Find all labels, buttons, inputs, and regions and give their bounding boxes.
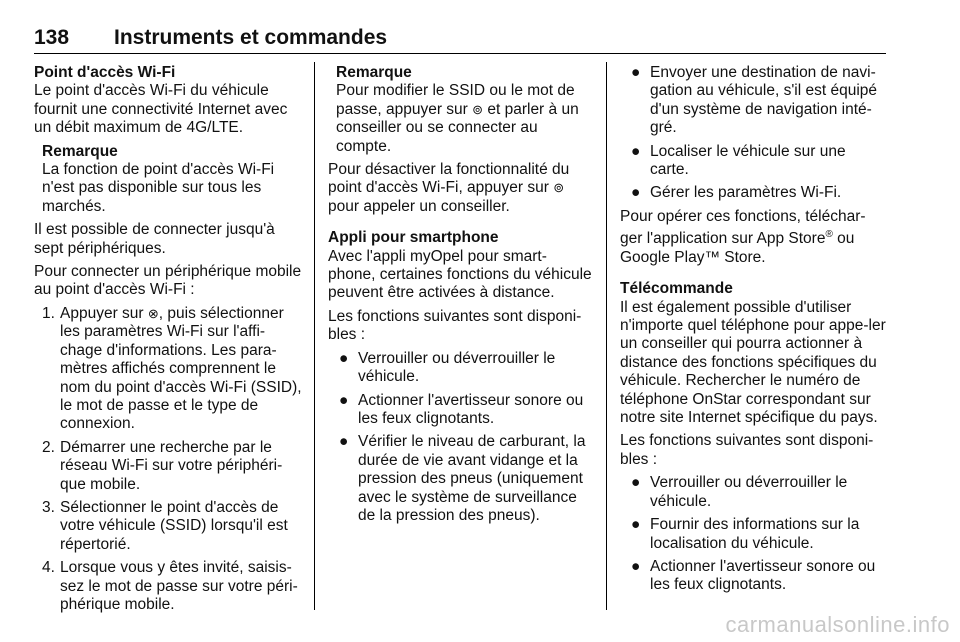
page-header — [34, 26, 886, 52]
section-heading-remote: Télécommande — [620, 280, 733, 298]
note-text: et parler à un conseiller ou se connecter au compte. — [336, 100, 579, 155]
bullet-list — [620, 474, 886, 594]
step-text: Démarrer une recherche par le réseau Wi-Fi sur votre périphéri-que mobile. — [60, 438, 283, 493]
bullet-list — [328, 350, 594, 526]
column-divider-1 — [314, 62, 315, 610]
bullet-icon: ● — [339, 391, 349, 409]
list-item-text: Vérifier le niveau de carburant, la durée de vie avant vidange et la pression des pneus (uniquement avec le système de surveillance de la pression des pneus). — [358, 433, 586, 524]
column-1 — [34, 64, 302, 619]
bullet-list — [620, 64, 886, 203]
list-item — [620, 64, 886, 138]
list-item-text: Verrouiller ou déverrouiller le véhicule. — [358, 349, 556, 386]
list-item-text: Localiser le véhicule sur une carte. — [650, 142, 846, 179]
bullet-icon: ● — [339, 433, 349, 451]
paragraph-text: Pour désactiver la fonctionnalité du point d'accès Wi-Fi, appuyer sur — [328, 161, 570, 197]
step-text: Sélectionner le point d'accès de votre véhicule (SSID) lorsqu'il est répertorié. — [60, 498, 288, 553]
list-item — [620, 558, 886, 595]
paragraph: Les fonctions suivantes sont disponi-bles : — [328, 307, 582, 344]
page-number: 138 — [34, 26, 70, 49]
steps-list — [34, 305, 302, 615]
note-text: Pour modifier le SSID ou le mot de passe, appuyer sur — [336, 82, 575, 118]
list-item — [328, 392, 594, 429]
paragraph — [620, 208, 886, 267]
list-item-text: Envoyer une destination de navi-gation au véhicule, s'il est équipé d'un système de navigation inté-gré. — [650, 64, 877, 137]
step-number: 1. — [42, 304, 55, 322]
settings-icon: ⊗ — [147, 305, 159, 321]
list-item — [620, 516, 886, 553]
step-text: Appuyer sur — [60, 304, 144, 322]
registered-mark: ® — [825, 229, 833, 241]
list-item-text: Verrouiller ou déverrouiller le véhicule. — [650, 474, 848, 510]
watermark: carmanualsonline.info — [725, 612, 950, 637]
paragraph-text: Pour opérer ces fonctions, téléchar-ger l'application sur App Store — [620, 207, 866, 248]
list-item — [620, 184, 886, 202]
note-title: Remarque — [42, 142, 118, 160]
paragraph: Il est possible de connecter jusqu'à sept périphériques. — [34, 221, 275, 257]
list-item — [34, 439, 302, 494]
section-heading-app: Appli pour smartphone — [328, 229, 499, 247]
list-item — [620, 474, 886, 511]
paragraph-text: ou Google Play™ Store. — [620, 230, 855, 266]
step-text: , puis sélectionner les paramètres Wi-Fi sur l'affi-chage d'informations. Les para-mètres affichés comprennent le nom du point d'accès Wi-Fi (SSID), le mot de passe et le type de connexion. — [60, 304, 302, 433]
bullet-icon: ● — [631, 64, 641, 81]
bullet-icon: ● — [339, 349, 349, 367]
bullet-icon: ● — [631, 142, 641, 160]
paragraph: Pour connecter un périphérique mobile au point d'accès Wi-Fi : — [34, 263, 302, 299]
list-item — [34, 559, 302, 614]
bullet-icon: ● — [631, 516, 641, 534]
list-item — [328, 433, 594, 525]
list-item-text: Gérer les paramètres Wi-Fi. — [650, 184, 842, 202]
list-item-text: Actionner l'avertisseur sonore ou les feux clignotants. — [650, 557, 876, 594]
chapter-title: Instruments et commandes — [114, 26, 388, 49]
step-text: Lorsque vous y êtes invité, saisis-sez le mot de passe sur votre péri-phérique mobile. — [60, 559, 298, 613]
header-rule — [34, 53, 886, 54]
note-title: Remarque — [336, 64, 412, 81]
note-box — [336, 64, 594, 156]
list-item — [34, 305, 302, 434]
bullet-icon: ● — [631, 184, 641, 202]
note-text: La fonction de point d'accès Wi-Fi n'est pas disponible sur tous les marchés. — [42, 161, 275, 215]
bullet-icon: ● — [631, 557, 641, 575]
note-box — [42, 143, 302, 217]
paragraph: Avec l'appli myOpel pour smart-phone, certaines fonctions du véhicule peuvent être activées à distance. — [328, 247, 592, 302]
step-number: 2. — [42, 438, 55, 456]
column-2 — [328, 64, 594, 530]
list-item — [34, 499, 302, 554]
onstar-icon: ⊚ — [553, 180, 565, 196]
list-item — [620, 143, 886, 180]
onstar-icon: ⊚ — [472, 101, 484, 117]
list-item-text: Actionner l'avertisseur sonore ou les feux clignotants. — [358, 391, 584, 427]
paragraph: Il est également possible d'utiliser n'importe quel téléphone pour appe-ler un conseiller qui pourra actionner à distance des fonctions spécifiques du véhicule. Rechercher le numéro de téléphone OnStar correspondant sur notre site Internet spécifique du pays. — [620, 298, 886, 427]
step-number: 4. — [42, 559, 55, 577]
column-3 — [620, 64, 886, 600]
section-heading-wifi: Point d'accès Wi-Fi — [34, 64, 176, 81]
paragraph-text: pour appeler un conseiller. — [328, 197, 510, 215]
column-divider-2 — [606, 62, 607, 610]
bullet-icon: ● — [631, 474, 641, 492]
step-number: 3. — [42, 498, 55, 516]
list-item — [328, 350, 594, 387]
paragraph: Le point d'accès Wi-Fi du véhicule fournit une connectivité Internet avec un débit maximum de 4G/LTE. — [34, 82, 288, 137]
list-item-text: Fournir des informations sur la localisation du véhicule. — [650, 516, 860, 552]
paragraph — [328, 161, 594, 216]
paragraph: Les fonctions suivantes sont disponi-bles : — [620, 432, 874, 468]
